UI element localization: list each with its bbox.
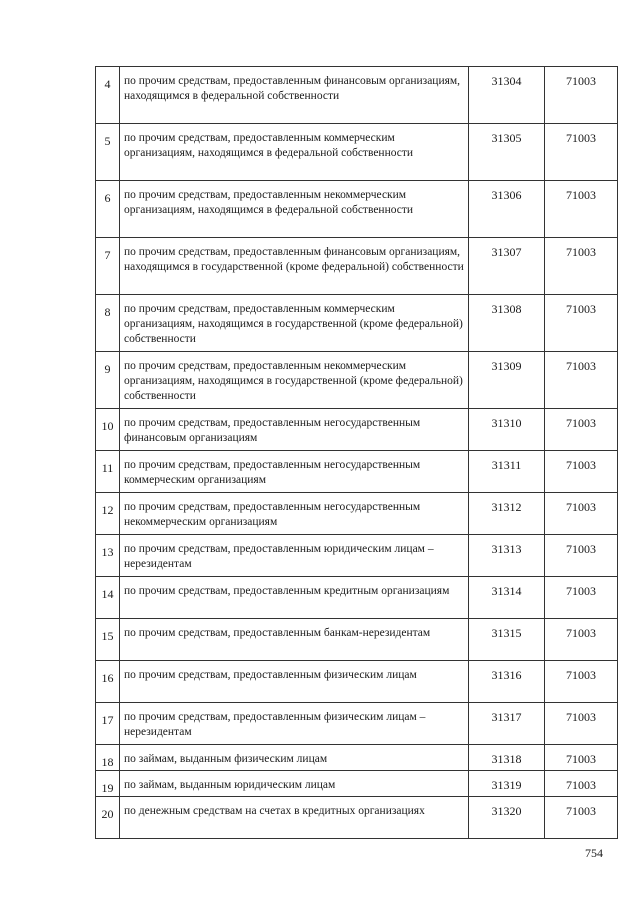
row-description: по прочим средствам, предоставленным кредитным организациям [120,577,469,619]
account-code: 31305 [469,124,545,181]
symbol-code: 71003 [545,771,618,797]
row-description: по прочим средствам, предоставленным юридическим лицам – нерезидентам [120,535,469,577]
account-code: 31320 [469,797,545,839]
row-number: 4 [96,67,120,124]
symbol-code: 71003 [545,797,618,839]
symbol-code: 71003 [545,451,618,493]
row-number: 11 [96,451,120,493]
table-row [96,745,618,771]
symbol-code: 71003 [545,238,618,295]
row-number: 12 [96,493,120,535]
account-code: 31319 [469,771,545,797]
account-code: 31304 [469,67,545,124]
row-number: 18 [96,745,120,771]
table-row [96,771,618,797]
table-row [96,535,618,577]
row-description: по прочим средствам, предоставленным коммерческим организациям, находящимся в государственной (кроме федеральной) собственности [120,295,469,352]
table-row [96,661,618,703]
table-row [96,124,618,181]
table-row [96,797,618,839]
symbol-code: 71003 [545,619,618,661]
row-description: по прочим средствам, предоставленным коммерческим организациям, находящимся в федеральной собственности [120,124,469,181]
row-description: по прочим средствам, предоставленным некоммерческим организациям, находящимся в федеральной собственности [120,181,469,238]
symbol-code: 71003 [545,745,618,771]
account-code: 31306 [469,181,545,238]
table-row [96,352,618,409]
row-description: по прочим средствам, предоставленным негосударственным финансовым организациям [120,409,469,451]
symbol-code: 71003 [545,352,618,409]
account-code: 31307 [469,238,545,295]
symbol-code: 71003 [545,661,618,703]
row-number: 5 [96,124,120,181]
symbol-code: 71003 [545,67,618,124]
row-number: 9 [96,352,120,409]
account-code: 31317 [469,703,545,745]
account-code: 31316 [469,661,545,703]
symbol-code: 71003 [545,409,618,451]
symbol-code: 71003 [545,535,618,577]
symbol-code: 71003 [545,181,618,238]
row-number: 17 [96,703,120,745]
table-row [96,703,618,745]
row-description: по денежным средствам на счетах в кредитных организациях [120,797,469,839]
table-row [96,238,618,295]
symbol-code: 71003 [545,577,618,619]
account-code: 31308 [469,295,545,352]
symbol-code: 71003 [545,493,618,535]
table-row [96,577,618,619]
row-number: 10 [96,409,120,451]
table-row [96,181,618,238]
account-code: 31318 [469,745,545,771]
account-code: 31310 [469,409,545,451]
row-number: 16 [96,661,120,703]
row-number: 14 [96,577,120,619]
account-code: 31315 [469,619,545,661]
row-description: по прочим средствам, предоставленным некоммерческим организациям, находящимся в государственной (кроме федеральной) собственности [120,352,469,409]
row-description: по прочим средствам, предоставленным негосударственным некоммерческим организациям [120,493,469,535]
symbol-code: 71003 [545,124,618,181]
row-description: по прочим средствам, предоставленным негосударственным коммерческим организациям [120,451,469,493]
row-number: 20 [96,797,120,839]
row-number: 13 [96,535,120,577]
table-row [96,619,618,661]
row-number: 7 [96,238,120,295]
table-row [96,67,618,124]
row-description: по прочим средствам, предоставленным финансовым организациям, находящимся в федеральной собственности [120,67,469,124]
table-row [96,451,618,493]
row-description: по займам, выданным юридическим лицам [120,771,469,797]
symbol-code: 71003 [545,295,618,352]
row-description: по прочим средствам, предоставленным физическим лицам – нерезидентам [120,703,469,745]
symbol-code: 71003 [545,703,618,745]
row-description: по прочим средствам, предоставленным физическим лицам [120,661,469,703]
accounts-table [95,66,618,839]
account-code: 31309 [469,352,545,409]
row-description: по прочим средствам, предоставленным финансовым организациям, находящимся в государственной (кроме федеральной) собственности [120,238,469,295]
row-description: по прочим средствам, предоставленным банкам-нерезидентам [120,619,469,661]
row-description: по займам, выданным физическим лицам [120,745,469,771]
table-row [96,493,618,535]
account-code: 31312 [469,493,545,535]
row-number: 15 [96,619,120,661]
row-number: 19 [96,771,120,797]
account-code: 31314 [469,577,545,619]
row-number: 6 [96,181,120,238]
table-row [96,409,618,451]
row-number: 8 [96,295,120,352]
table-row [96,295,618,352]
account-code: 31311 [469,451,545,493]
account-code: 31313 [469,535,545,577]
page-number: 754 [585,846,603,860]
